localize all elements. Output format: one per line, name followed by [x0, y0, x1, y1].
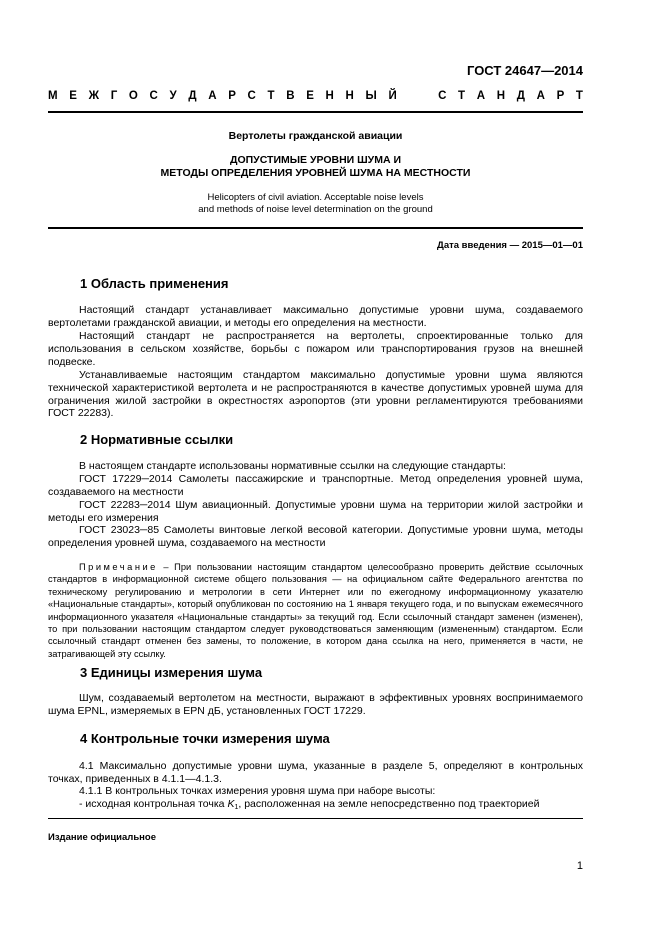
section1-paragraph3: Устанавливаемые настоящим стандартом максимально допустимые уровни шума являются технической характеристикой вертолета и не распространяются в качестве допустимых уровней шума для ограничения жилой застройки в окрестностях аэропортов (эти уровни регламентируются требованиями ГОСТ 22283).: [48, 369, 583, 420]
interstate-standard-banner: [48, 90, 583, 102]
banner-letter: Й: [388, 90, 397, 102]
banner-letter: С: [149, 90, 158, 102]
footer-rule: [48, 818, 583, 819]
note-label: Примечание: [79, 562, 158, 572]
title-rule: [48, 227, 583, 229]
official-edition-label: Издание официальное: [48, 832, 156, 843]
section1-heading: 1 Область применения: [80, 276, 229, 291]
english-title-line2: and methods of noise level determination on the ground: [198, 204, 433, 215]
introduction-date: Дата введения — 2015—01—01: [437, 240, 583, 251]
banner-letter: А: [536, 90, 545, 102]
banner-letter: Н: [496, 90, 506, 102]
main-title-line2: МЕТОДЫ ОПРЕДЕЛЕНИЯ УРОВНЕЙ ШУМА НА МЕСТНОСТИ: [160, 167, 471, 179]
banner-letter: В: [286, 90, 295, 102]
section4-heading: 4 Контрольные точки измерения шума: [80, 731, 330, 746]
page-number: 1: [576, 860, 583, 872]
reference-gost-22283: ГОСТ 22283─2014 Шум авиационный. Допустимые уровни шума на территории жилой застройки и методы его измерения: [48, 499, 583, 524]
series-title: Вертолеты гражданской авиации: [228, 130, 403, 142]
note-text: – При пользовании настоящим стандартом целесообразно проверить действие ссылочных стандартов в информационной системе общего пользования — на официальном сайте Федерального агентства по техническому регулированию и метрологии в сети Интернет или по ежегодному информационному указателю «Национальные стандарты», который опубликован по состоянию на 1 января текущего года, и по выпускам ежемесячного информационного указателя «Национальные стандарты» за текущий год. Если ссылочный стандарт заменен (изменен), то при пользовании настоящим стандартом следует руководствоваться заменяющим (измененным) стандартом. Если ссылочный стандарт отменен без замены, то положение, в котором дана ссылка на него, применяется в части, не затрагивающей эту ссылку.: [48, 562, 583, 659]
gost-id: ГОСТ 24647—2014: [467, 63, 583, 78]
banner-letter: У: [169, 90, 177, 102]
english-title-line1: Helicopters of civil aviation. Acceptable noise levels: [207, 192, 424, 203]
banner-letter: Д: [188, 90, 197, 102]
section3-paragraph1: Шум, создаваемый вертолетом на местности, выражают в эффективных уровнях воспринимаемого шума EPNL, измеряемых в EPN дБ, установленных ГОСТ 17229.: [48, 692, 583, 717]
section2-heading: 2 Нормативные ссылки: [80, 432, 234, 447]
banner-letter: С: [438, 90, 447, 102]
banner-letter: Ы: [365, 90, 377, 102]
header-rule: [48, 111, 583, 113]
banner-letter: А: [476, 90, 486, 102]
reference-gost-23023: ГОСТ 23023─85 Самолеты винтовые легкой весовой категории. Допустимые уровни шума, методы определения уровней шума, создаваемого на местности: [48, 524, 583, 549]
reference-gost-17229: ГОСТ 17229─2014 Самолеты пассажирские и транспортные. Метод определения уровней шума, создаваемого на местности: [48, 473, 583, 498]
banner-letter: Г: [110, 90, 118, 102]
banner-letter: Т: [575, 90, 583, 102]
banner-letter: Е: [69, 90, 77, 102]
main-title-line1: ДОПУСТИМЫЕ УРОВНИ ШУМА И: [229, 154, 402, 166]
banner-letter: О: [128, 90, 138, 102]
section1-paragraph2: Настоящий стандарт не распространяется на вертолеты, спроектированные только для использования в сельском хозяйстве, борьбы с пожаром или транспортирования грузов на внешней подвеске.: [48, 330, 583, 368]
control-point-symbol: K: [227, 798, 235, 810]
banner-letter: С: [247, 90, 256, 102]
banner-word-gap: [408, 90, 426, 102]
banner-letter: Ж: [88, 90, 100, 102]
banner-letter: М: [48, 90, 58, 102]
banner-letter: Т: [267, 90, 275, 102]
banner-letter: Д: [516, 90, 525, 102]
p3-prefix: - исходная контрольная точка: [79, 798, 228, 810]
section4-paragraph2: 4.1.1 В контрольных точках измерения уровня шума при наборе высоты:: [79, 785, 436, 797]
p3-suffix: , расположенная на земле непосредственно под траекторией: [238, 798, 540, 810]
banner-letter: А: [208, 90, 217, 102]
section2-paragraph1: В настоящем стандарте использованы нормативные ссылки на следующие стандарты:: [79, 460, 506, 472]
section4-paragraph1: 4.1 Максимально допустимые уровни шума, указанные в разделе 5, определяют в контрольных точках, приведенных в 4.1.1—4.1.3.: [48, 760, 583, 785]
section2-note: [48, 561, 583, 660]
banner-letter: Р: [228, 90, 236, 102]
banner-letter: Е: [306, 90, 314, 102]
section3-heading: 3 Единицы измерения шума: [80, 665, 263, 680]
control-point-subscript: 1: [234, 804, 239, 811]
banner-letter: Р: [556, 90, 565, 102]
banner-letter: Н: [345, 90, 354, 102]
banner-letter: Н: [325, 90, 334, 102]
banner-letter: Т: [458, 90, 466, 102]
section1-paragraph1: Настоящий стандарт устанавливает максимально допустимые уровни шума, создаваемого вертолетами гражданской авиации, и методы его определения на местности.: [48, 304, 583, 329]
section4-paragraph3: [48, 798, 583, 815]
